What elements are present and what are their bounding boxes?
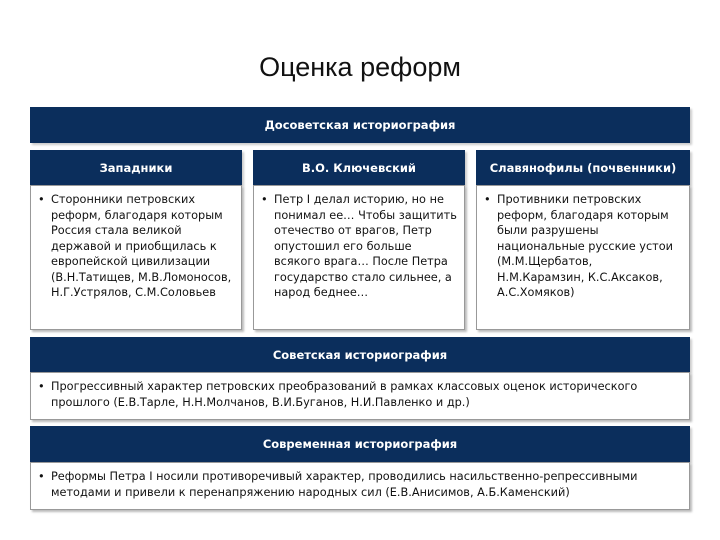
bullet-icon: • [484,193,491,206]
westerners-box [30,185,242,330]
bullet-icon: • [261,193,268,206]
soviet-text: Прогрессивный характер петровских преобразований в рамках классовых оценок исторического прошлого (Е.В.Тарле, Н.Н.Молчанов, В.И.Буганов, Н.И.Павленко и др.) [51,380,638,409]
page-title: Оценка реформ [259,52,461,82]
bullet-icon: • [38,470,45,483]
slavophiles-text: Противники петровских реформ, благодаря которым были разрушены национальные русские устои (М.М.Щербатов, Н.М.Карамзин, К.С.Аксаков, А.С.Хомяков) [497,193,674,299]
klyuchevsky-box [253,185,465,330]
bullet-icon: • [38,380,45,393]
klyuchevsky-header: В.О. Ключевский [253,150,465,185]
slavophiles-box [476,185,690,330]
modern-banner: Современная историография [30,426,690,462]
soviet-banner: Советская историография [30,337,690,372]
bullet-icon: • [38,193,45,206]
modern-box [30,462,690,510]
modern-text: Реформы Петра I носили противоречивый характер, проводились насильственно-репрессивными методами и привели к перенапряжению народных сил (Е.В.Анисимов, А.Б.Каменский) [51,470,638,499]
klyuchevsky-text: Петр I делал историю, но не понимал ее… Чтобы защитить отечество от врагов, Петр опустошил его больше всякого врага… После Петра государство стало сильнее, а народ беднее… [274,193,457,299]
westerners-text: Сторонники петровских реформ, благодаря которым Россия стала великой державой и приобщилась к европейской цивилизации (В.Н.Татищев, М.В.Ломоносов, Н.Г.Устрялов, С.М.Соловьев [51,193,232,299]
westerners-header: Западники [30,150,242,185]
soviet-box [30,372,690,420]
slavophiles-header: Славянофилы (почвенники) [476,150,690,185]
pre-soviet-banner: Досоветская историография [30,107,690,143]
